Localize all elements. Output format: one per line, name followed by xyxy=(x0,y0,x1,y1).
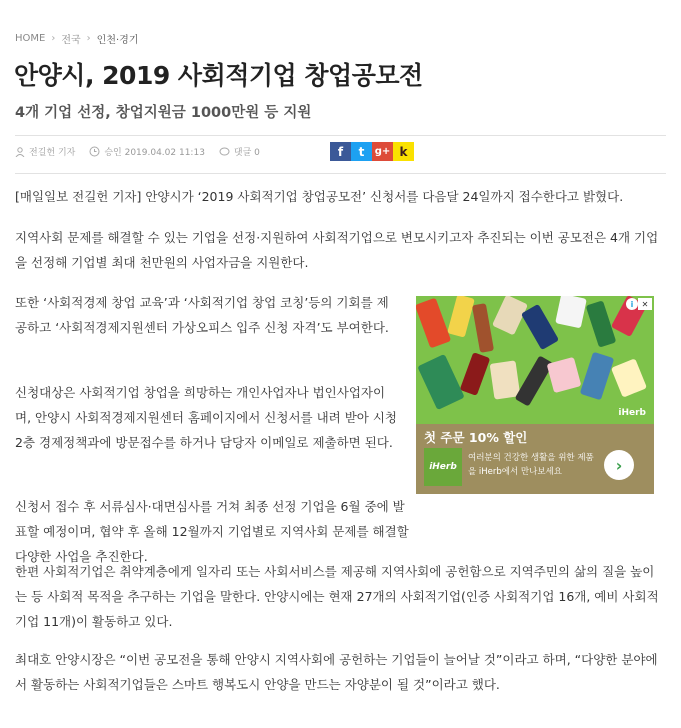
article-paragraph: 또한 ‘사회적경제 창업 교육’과 ‘사회적기업 창업 코칭’등의 기회를 제공하고 ‘사회적경제지원센터 가상오피스 입주 신청 자격’도 부여한다. xyxy=(15,295,389,335)
ad-product-image[interactable] xyxy=(416,296,654,424)
divider xyxy=(15,135,666,136)
approved-date: 승인 2019.04.02 11:13 xyxy=(104,148,205,158)
ad-footer[interactable] xyxy=(416,424,654,494)
user-icon xyxy=(15,147,25,157)
kakao-share-button[interactable]: k xyxy=(393,142,414,161)
comment-count: 댓글 0 xyxy=(233,148,260,158)
ad-description: 여러분의 건강한 생활을 위한 제품을 iHerb에서 만나보세요 xyxy=(468,453,594,477)
ad-logo: iHerb xyxy=(424,448,462,486)
ad-info-icon[interactable]: i xyxy=(626,298,638,310)
breadcrumb xyxy=(15,31,139,46)
article-subtitle: 4개 기업 선정, 창업지원금 1000만원 등 지원 xyxy=(15,105,312,121)
breadcrumb-section[interactable]: 전국 xyxy=(61,35,81,46)
article-paragraph: 한편 사회적기업은 취약계층에게 일자리 또는 사회서비스를 제공해 지역사회에 공헌함으로 지역주민의 삶의 질을 높이는 등 사회적 목적을 추구하는 기업을 말한다. 안양시에는 현재 27개의 사회적기업(인증 사회적기업 16개, 예비 사회적기업 11개)이 활동하고 있다. xyxy=(15,564,659,629)
chevron-right-icon: › xyxy=(86,33,91,44)
divider xyxy=(15,173,666,174)
facebook-share-button[interactable]: f xyxy=(330,142,351,161)
comment-info[interactable] xyxy=(219,145,260,158)
ad-close-icon[interactable]: ✕ xyxy=(638,298,652,310)
ad-headline[interactable]: 첫 주문 10% 할인 xyxy=(424,430,528,445)
breadcrumb-home[interactable]: HOME xyxy=(15,33,46,44)
chevron-right-icon: › xyxy=(51,33,56,44)
breadcrumb-region[interactable]: 인천·경기 xyxy=(96,35,139,46)
author-name: 전길헌 기자 xyxy=(29,148,76,158)
article-paragraph: 지역사회 문제를 해결할 수 있는 기업을 선정·지원하여 사회적기업으로 변모시키고자 추진되는 이번 공모전은 4개 기업을 선정해 기업별 최대 천만원의 사업자금을 지원한다. xyxy=(15,230,659,270)
article-paragraph: [매일일보 전길헌 기자] 안양시가 ‘2019 사회적기업 창업공모전’ 신청서를 다음달 24일까지 접수한다고 밝혔다. xyxy=(15,189,624,204)
advertisement[interactable] xyxy=(416,296,654,494)
googleplus-share-button[interactable]: g+ xyxy=(372,142,393,161)
ad-brand: iHerb xyxy=(618,408,646,418)
share-buttons xyxy=(330,142,414,161)
article-title: 안양시, 2019 사회적기업 창업공모전 xyxy=(14,61,423,90)
approved-info xyxy=(89,145,205,158)
article-paragraph: 최대호 안양시장은 “이번 공모전을 통해 안양시 지역사회에 공헌하는 기업들이 늘어날 것”이라고 하며, “다양한 분야에서 활동하는 사회적기업들은 스마트 행복도시 안양을 만드는 자양분이 될 것”이라고 했다. xyxy=(15,652,658,692)
article-meta xyxy=(15,145,274,158)
comment-icon xyxy=(219,147,230,157)
author-info xyxy=(15,145,75,158)
article-paragraph: 신청서 접수 후 서류심사·대면심사를 거쳐 최종 선정 기업을 6월 중에 발표할 예정이며, 협약 후 올해 12월까지 기업별로 지역사회 문제를 해결할 다양한 사업을 추진한다. xyxy=(15,499,409,564)
clock-icon xyxy=(89,146,100,157)
ad-go-button[interactable]: › xyxy=(604,450,634,480)
article-paragraph: 신청대상은 사회적기업 창업을 희망하는 개인사업자나 법인사업자이며, 안양시 사회적경제지원센터 홈페이지에서 신청서를 내려 받아 시청 2층 경제정책과에 방문접수를 하거나 담당자 이메일로 제출하면 된다. xyxy=(15,385,397,450)
twitter-share-button[interactable]: t xyxy=(351,142,372,161)
